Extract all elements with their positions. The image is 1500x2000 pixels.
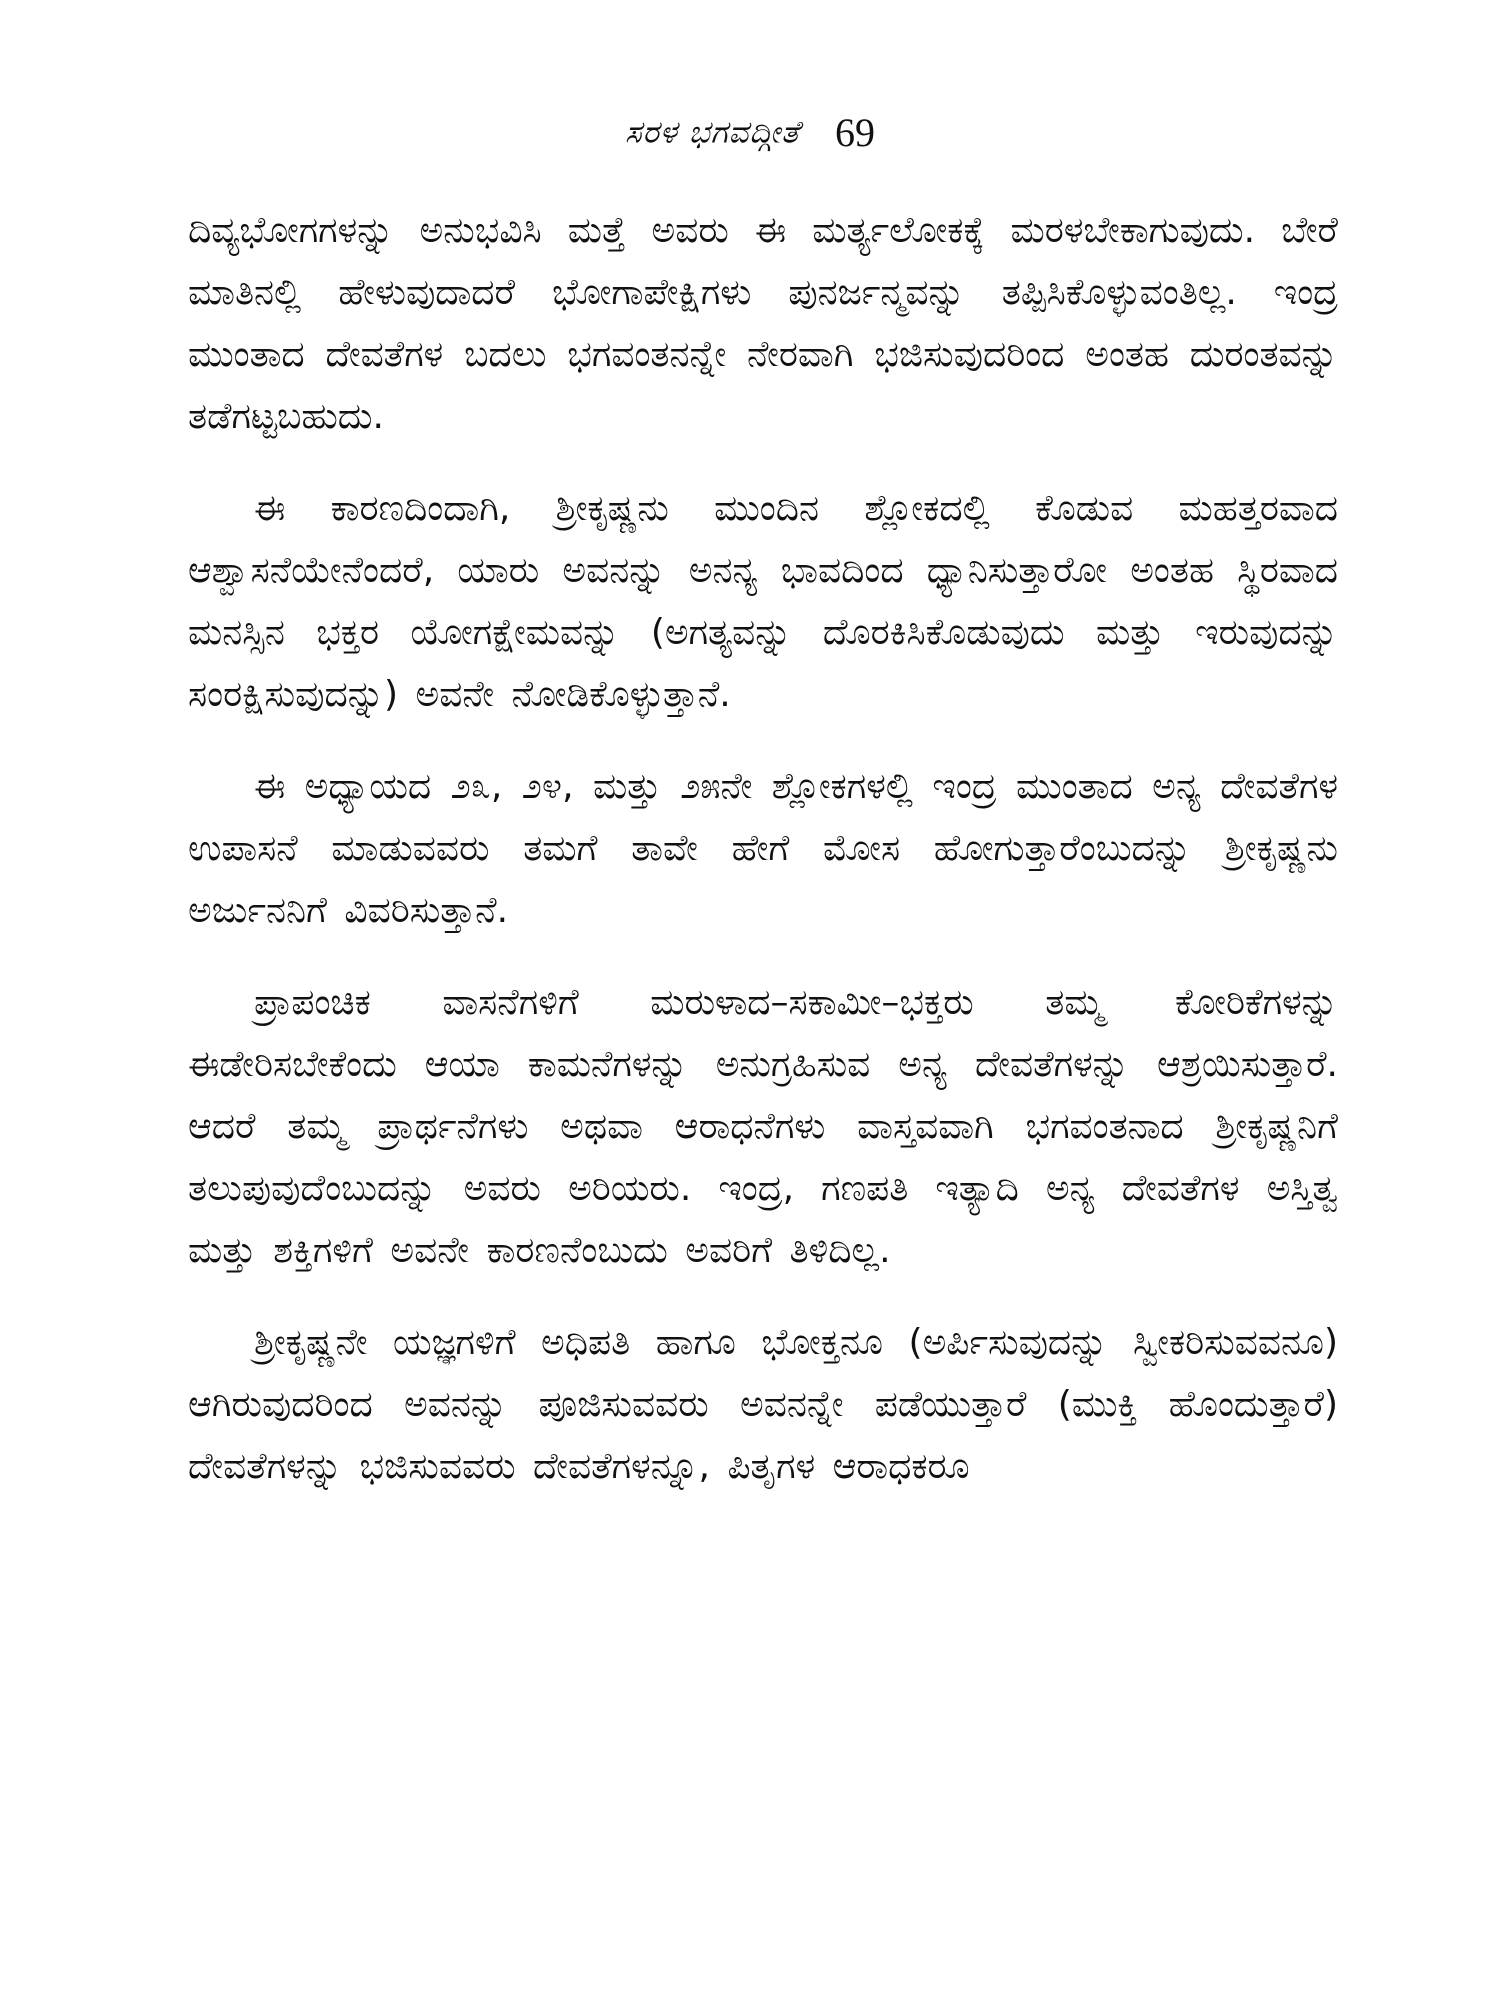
paragraph: ಈ ಕಾರಣದಿಂದಾಗಿ, ಶ್ರೀಕೃಷ್ಣನು ಮುಂದಿನ ಶ್ಲೋಕದಲ್ಲಿ ಕೊಡುವ ಮಹತ್ತರವಾದ ಆಶ್ವಾಸನೆಯೇನೆಂದರೆ, ಯಾರು ಅವನನ್ನು ಅನನ್ಯ ಭಾವದಿಂದ ಧ್ಯಾನಿಸುತ್ತಾರೋ ಅಂತಹ ಸ್ಥಿರವಾದ ಮನಸ್ಸಿನ ಭಕ್ತರ ಯೋಗಕ್ಷೇಮವನ್ನು (ಅಗತ್ಯವನ್ನು ದೊರಕಿಸಿಕೊಡುವುದು ಮತ್ತು ಇರುವುದನ್ನು ಸಂರಕ್ಷಿಸುವುದನ್ನು) ಅವನೇ ನೋಡಿಕೊಳ್ಳುತ್ತಾನೆ. <box>188 488 1338 715</box>
paragraph: ಪ್ರಾಪಂಚಿಕ ವಾಸನೆಗಳಿಗೆ ಮರುಳಾದ–ಸಕಾಮೀ–ಭಕ್ತರು ತಮ್ಮ ಕೋರಿಕೆಗಳನ್ನು ಈಡೇರಿಸಬೇಕೆಂದು ಆಯಾ ಕಾಮನೆಗಳನ್ನು ಅನುಗ್ರಹಿಸುವ ಅನ್ಯ ದೇವತೆಗಳನ್ನು ಆಶ್ರಯಿಸುತ್ತಾರೆ. ಆದರೆ ತಮ್ಮ ಪ್ರಾರ್ಥನೆಗಳು ಅಥವಾ ಆರಾಧನೆಗಳು ವಾಸ್ತವವಾಗಿ ಭಗವಂತನಾದ ಶ್ರೀಕೃಷ್ಣನಿಗೆ ತಲುಪುವುದೆಂಬುದನ್ನು ಅವರು ಅರಿಯರು. ಇಂದ್ರ, ಗಣಪತಿ ಇತ್ಯಾದಿ ಅನ್ಯ ದೇವತೆಗಳ ಅಸ್ತಿತ್ವ ಮತ್ತು ಶಕ್ತಿಗಳಿಗೆ ಅವನೇ ಕಾರಣನೆಂಬುದು ಅವರಿಗೆ ತಿಳಿದಿಲ್ಲ. <box>188 982 1338 1271</box>
running-header <box>0 104 1500 161</box>
paragraph: ಶ್ರೀಕೃಷ್ಣನೇ ಯಜ್ಞಗಳಿಗೆ ಅಧಿಪತಿ ಹಾಗೂ ಭೋಕ್ತನೂ (ಅರ್ಪಿಸುವುದನ್ನು ಸ್ವೀಕರಿಸುವವನೂ) ಆಗಿರುವುದರಿಂದ ಅವನನ್ನು ಪೂಜಿಸುವವರು ಅವನನ್ನೇ ಪಡೆಯುತ್ತಾರೆ (ಮುಕ್ತಿ ಹೊಂದುತ್ತಾರೆ) ದೇವತೆಗಳನ್ನು ಭಜಿಸುವವರು ದೇವತೆಗಳನ್ನೂ, ಪಿತೃಗಳ ಆರಾಧಕರೂ <box>188 1322 1338 1487</box>
page-number: 69 <box>834 109 875 155</box>
paragraph-continuation: ದಿವ್ಯಭೋಗಗಳನ್ನು ಅನುಭವಿಸಿ ಮತ್ತೆ ಅವರು ಈ ಮರ್ತ್ಯಲೋಕಕ್ಕೆ ಮರಳಬೇಕಾಗುವುದು. ಬೇರೆ ಮಾತಿನಲ್ಲಿ ಹೇಳುವುದಾದರೆ ಭೋಗಾಪೇಕ್ಷಿಗಳು ಪುನರ್ಜನ್ಮವನ್ನು ತಪ್ಪಿಸಿಕೊಳ್ಳುವಂತಿಲ್ಲ. ಇಂದ್ರ ಮುಂತಾದ ದೇವತೆಗಳ ಬದಲು ಭಗವಂತನನ್ನೇ ನೇರವಾಗಿ ಭಜಿಸುವುದರಿಂದ ಅಂತಹ ದುರಂತವನ್ನು ತಡೆಗಟ್ಟಬಹುದು. <box>188 210 1338 437</box>
paragraph: ಈ ಅಧ್ಯಾಯದ ೨೩, ೨೪, ಮತ್ತು ೨೫ನೇ ಶ್ಲೋಕಗಳಲ್ಲಿ ಇಂದ್ರ ಮುಂತಾದ ಅನ್ಯ ದೇವತೆಗಳ ಉಪಾಸನೆ ಮಾಡುವವರು ತಮಗೆ ತಾವೇ ಹೇಗೆ ಮೋಸ ಹೋಗುತ್ತಾರೆಂಬುದನ್ನು ಶ್ರೀಕೃಷ್ಣನು ಅರ್ಜುನನಿಗೆ ವಿವರಿಸುತ್ತಾನೆ. <box>188 766 1338 931</box>
page-body <box>188 200 1338 1528</box>
book-title: ಸರಳ ಭಗವದ್ಗೀತೆ <box>625 114 800 151</box>
